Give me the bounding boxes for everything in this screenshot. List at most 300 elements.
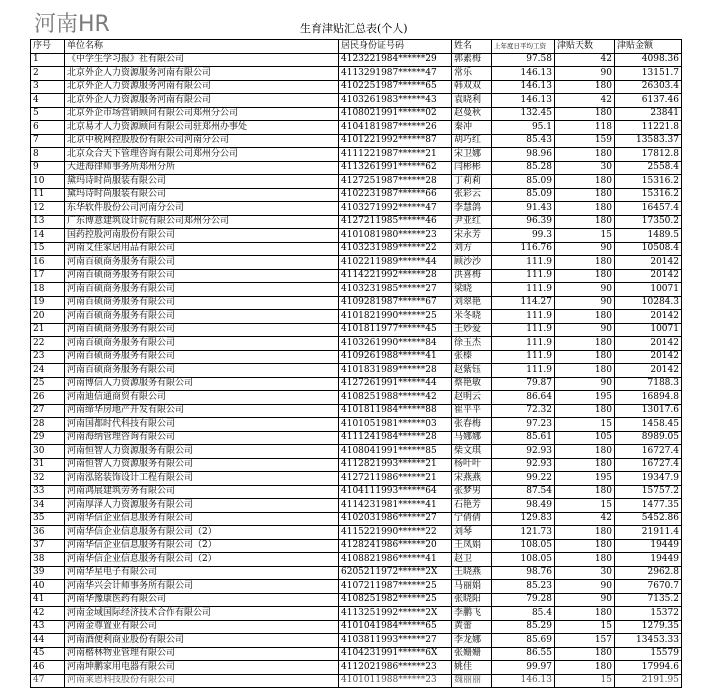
cell-company: 广东博意建筑设计院有限公司郑州分公司 <box>65 215 339 229</box>
cell-id-number: 4108041991******85 <box>339 445 452 459</box>
cell-days: 180 <box>555 364 615 378</box>
cell-name: 赵曼秋 <box>452 107 492 121</box>
table-row <box>31 242 682 256</box>
cell-daily-wage: 98.96 <box>492 148 555 162</box>
cell-days: 180 <box>555 458 615 472</box>
cell-amount: 8989.05 <box>615 431 682 445</box>
cell-amount: 20142 <box>615 364 682 378</box>
cell-seq: 16 <box>31 256 65 270</box>
table-row <box>31 512 682 526</box>
cell-days: 180 <box>555 553 615 567</box>
cell-days: 195 <box>555 391 615 405</box>
cell-days: 180 <box>555 526 615 540</box>
cell-name: 宋卫娜 <box>452 148 492 162</box>
cell-amount: 13583.37 <box>615 134 682 148</box>
cell-id-number: 4127251987******28 <box>339 175 452 189</box>
cell-company: 河南百硕商务服务有限公司 <box>65 350 339 364</box>
cell-name: 魏丽丽 <box>452 674 492 688</box>
cell-seq: 6 <box>31 121 65 135</box>
table-row <box>31 121 682 135</box>
cell-id-number: 4115221990******22 <box>339 526 452 540</box>
table-row <box>31 337 682 351</box>
cell-amount: 20142 <box>615 310 682 324</box>
cell-daily-wage: 95.1 <box>492 121 555 135</box>
cell-days: 180 <box>555 215 615 229</box>
cell-name: 胡巧红 <box>452 134 492 148</box>
cell-name: 梁晓 <box>452 283 492 297</box>
cell-amount: 1477.35 <box>615 499 682 513</box>
cell-name: 赵卫 <box>452 553 492 567</box>
cell-days: 15 <box>555 499 615 513</box>
cell-company: 河南华信企业信息服务有限公司（2） <box>65 539 339 553</box>
cell-amount: 17812.8 <box>615 148 682 162</box>
header-id-number: 居民身份证号码 <box>339 40 452 54</box>
cell-name: 米冬晓 <box>452 310 492 324</box>
cell-company: 河南百硕商务服务有限公司 <box>65 296 339 310</box>
cell-daily-wage: 111.9 <box>492 310 555 324</box>
cell-id-number: 4103271992******47 <box>339 202 452 216</box>
cell-company: 黛玛诗时尚服装有限公司 <box>65 188 339 202</box>
cell-seq: 41 <box>31 593 65 607</box>
cell-company: 河南金域国际经济技术合作有限公司 <box>65 607 339 621</box>
cell-name: 尹亚红 <box>452 215 492 229</box>
cell-days: 30 <box>555 161 615 175</box>
cell-company: 河南海纳管理咨询有限公司 <box>65 431 339 445</box>
cell-id-number: 6205211972******2X <box>339 566 452 580</box>
cell-amount: 2558.4 <box>615 161 682 175</box>
cell-company: 河南华信企业信息服务有限公司 <box>65 512 339 526</box>
cell-id-number: 4104231991******6X <box>339 647 452 661</box>
cell-company: 河南百硕商务服务有限公司 <box>65 310 339 324</box>
cell-daily-wage: 85.61 <box>492 431 555 445</box>
cell-name: 蔡艳敏 <box>452 377 492 391</box>
cell-days: 180 <box>555 269 615 283</box>
cell-name: 李鹏飞 <box>452 607 492 621</box>
cell-name: 顾沙沙 <box>452 256 492 270</box>
cell-id-number: 4101821990******25 <box>339 310 452 324</box>
cell-days: 180 <box>555 148 615 162</box>
cell-name: 张梦男 <box>452 485 492 499</box>
table-row <box>31 364 682 378</box>
cell-id-number: 4107211987******25 <box>339 580 452 594</box>
cell-seq: 2 <box>31 67 65 81</box>
cell-company: 北京外企市场营销顾问有限公司郑州分公司 <box>65 107 339 121</box>
table-row <box>31 175 682 189</box>
header-name: 姓名 <box>452 40 492 54</box>
allowance-table <box>30 39 682 688</box>
cell-amount: 6137.46 <box>615 94 682 108</box>
table-row <box>31 134 682 148</box>
cell-days: 180 <box>555 485 615 499</box>
cell-company: 河南百硕商务服务有限公司 <box>65 364 339 378</box>
cell-amount: 11221.8 <box>615 121 682 135</box>
cell-company: 北京众合天下管理咨询有限公司郑州分公司 <box>65 148 339 162</box>
cell-name: 石艳芳 <box>452 499 492 513</box>
cell-daily-wage: 111.9 <box>492 323 555 337</box>
cell-daily-wage: 79.87 <box>492 377 555 391</box>
cell-daily-wage: 99.97 <box>492 661 555 675</box>
table-row <box>31 229 682 243</box>
cell-seq: 7 <box>31 134 65 148</box>
cell-id-number: 4101811984******88 <box>339 404 452 418</box>
cell-seq: 17 <box>31 269 65 283</box>
cell-amount: 4098.36 <box>615 53 682 67</box>
cell-amount: 19449 <box>615 539 682 553</box>
table-row <box>31 431 682 445</box>
cell-amount: 15579 <box>615 647 682 661</box>
cell-company: 北京中税网控股股份有限公司河南分公司 <box>65 134 339 148</box>
cell-name: 马丽娟 <box>452 580 492 594</box>
cell-id-number: 4123221984******29 <box>339 53 452 67</box>
table-row <box>31 418 682 432</box>
cell-daily-wage: 121.73 <box>492 526 555 540</box>
cell-id-number: 4103261983******43 <box>339 94 452 108</box>
table-row <box>31 404 682 418</box>
table-row <box>31 323 682 337</box>
cell-company: 河南博信人力资源服务有限公司 <box>65 377 339 391</box>
cell-name: 李龙娜 <box>452 634 492 648</box>
cell-seq: 14 <box>31 229 65 243</box>
cell-seq: 37 <box>31 539 65 553</box>
cell-company: 河南莱恩科技股份有限公司 <box>65 674 339 688</box>
cell-seq: 35 <box>31 512 65 526</box>
cell-id-number: 4109281987******67 <box>339 296 452 310</box>
cell-days: 180 <box>555 647 615 661</box>
table-row <box>31 202 682 216</box>
table-row <box>31 296 682 310</box>
cell-name: 柴文琪 <box>452 445 492 459</box>
cell-daily-wage: 72.32 <box>492 404 555 418</box>
cell-days: 105 <box>555 431 615 445</box>
cell-days: 42 <box>555 94 615 108</box>
cell-days: 159 <box>555 134 615 148</box>
cell-company: 《中学生学习报》社有限公司 <box>65 53 339 67</box>
cell-id-number: 4103231985******27 <box>339 283 452 297</box>
cell-name: 闫彬彬 <box>452 161 492 175</box>
cell-amount: 26303.4 <box>615 80 682 94</box>
cell-seq: 36 <box>31 526 65 540</box>
table-row <box>31 94 682 108</box>
cell-company: 河南百硕商务服务有限公司 <box>65 323 339 337</box>
cell-seq: 33 <box>31 485 65 499</box>
cell-company: 国药控股河南股份有限公司 <box>65 229 339 243</box>
cell-seq: 18 <box>31 283 65 297</box>
cell-daily-wage: 111.9 <box>492 256 555 270</box>
cell-days: 90 <box>555 296 615 310</box>
cell-id-number: 4102211989******44 <box>339 256 452 270</box>
cell-daily-wage: 85.4 <box>492 607 555 621</box>
cell-company: 河南百硕商务服务有限公司 <box>65 256 339 270</box>
cell-seq: 47 <box>31 674 65 688</box>
cell-name: 张晓阳 <box>452 593 492 607</box>
cell-daily-wage: 85.69 <box>492 634 555 648</box>
table-row <box>31 53 682 67</box>
cell-days: 180 <box>555 175 615 189</box>
cell-days: 15 <box>555 418 615 432</box>
table-row <box>31 620 682 634</box>
cell-company: 河南缔华房地产开发有限公司 <box>65 404 339 418</box>
cell-seq: 22 <box>31 337 65 351</box>
cell-company: 北京易才人力资源顾问有限公司驻郑州办事处 <box>65 121 339 135</box>
cell-seq: 8 <box>31 148 65 162</box>
cell-days: 180 <box>555 310 615 324</box>
cell-daily-wage: 87.54 <box>492 485 555 499</box>
cell-name: 杨叶叶 <box>452 458 492 472</box>
cell-amount: 21911.4 <box>615 526 682 540</box>
cell-days: 157 <box>555 634 615 648</box>
cell-id-number: 4103231989******22 <box>339 242 452 256</box>
cell-company: 河南华信企业信息服务有限公司（2） <box>65 526 339 540</box>
cell-daily-wage: 146.13 <box>492 674 555 688</box>
cell-id-number: 4101051981******03 <box>339 418 452 432</box>
table-row <box>31 107 682 121</box>
cell-daily-wage: 111.9 <box>492 350 555 364</box>
cell-name: 张姗姗 <box>452 647 492 661</box>
cell-daily-wage: 85.29 <box>492 620 555 634</box>
cell-seq: 15 <box>31 242 65 256</box>
cell-seq: 23 <box>31 350 65 364</box>
table-row <box>31 553 682 567</box>
cell-seq: 12 <box>31 202 65 216</box>
table-body <box>31 53 682 688</box>
table-row <box>31 377 682 391</box>
cell-amount: 16727.4 <box>615 458 682 472</box>
cell-id-number: 4108251988******42 <box>339 391 452 405</box>
table-row <box>31 350 682 364</box>
table-row <box>31 161 682 175</box>
cell-seq: 26 <box>31 391 65 405</box>
cell-name: 黄蕾 <box>452 620 492 634</box>
cell-id-number: 4101831989******28 <box>339 364 452 378</box>
cell-name: 王晓燕 <box>452 566 492 580</box>
cell-company: 北京外企人力资源服务河南有限公司 <box>65 67 339 81</box>
cell-daily-wage: 97.23 <box>492 418 555 432</box>
cell-name: 王凤娟 <box>452 539 492 553</box>
cell-name: 秦冲 <box>452 121 492 135</box>
cell-daily-wage: 92.93 <box>492 445 555 459</box>
cell-amount: 19347.9 <box>615 472 682 486</box>
cell-daily-wage: 99.22 <box>492 472 555 486</box>
logo: 河南HR <box>34 12 110 37</box>
table-row <box>31 67 682 81</box>
cell-seq: 42 <box>31 607 65 621</box>
cell-company: 河南艾佳家居用品有限公司 <box>65 242 339 256</box>
cell-daily-wage: 85.28 <box>492 161 555 175</box>
cell-id-number: 4108821986******41 <box>339 553 452 567</box>
table-row <box>31 593 682 607</box>
cell-amount: 17994.6 <box>615 661 682 675</box>
cell-seq: 34 <box>31 499 65 513</box>
cell-company: 东华软件股份公司河南分公司 <box>65 202 339 216</box>
table-row <box>31 80 682 94</box>
cell-days: 180 <box>555 80 615 94</box>
cell-days: 42 <box>555 512 615 526</box>
cell-daily-wage: 85.23 <box>492 580 555 594</box>
cell-daily-wage: 108.05 <box>492 553 555 567</box>
cell-id-number: 4127261991******44 <box>339 377 452 391</box>
table-row <box>31 472 682 486</box>
table-row <box>31 485 682 499</box>
table-row <box>31 148 682 162</box>
cell-seq: 39 <box>31 566 65 580</box>
table-row <box>31 215 682 229</box>
cell-company: 河南华信企业信息服务有限公司（2） <box>65 553 339 567</box>
header-amount: 津贴金额 <box>615 40 682 54</box>
cell-seq: 31 <box>31 458 65 472</box>
cell-name: 韩双双 <box>452 80 492 94</box>
cell-days: 90 <box>555 242 615 256</box>
cell-daily-wage: 146.13 <box>492 94 555 108</box>
cell-name: 刘翠艳 <box>452 296 492 310</box>
cell-id-number: 4128241986******20 <box>339 539 452 553</box>
cell-amount: 10284.3 <box>615 296 682 310</box>
cell-name: 袁晓利 <box>452 94 492 108</box>
table-row <box>31 674 682 688</box>
cell-days: 30 <box>555 566 615 580</box>
cell-id-number: 4104181987******26 <box>339 121 452 135</box>
cell-seq: 5 <box>31 107 65 121</box>
cell-seq: 4 <box>31 94 65 108</box>
cell-id-number: 4113261991******62 <box>339 161 452 175</box>
cell-amount: 15372 <box>615 607 682 621</box>
table-row <box>31 269 682 283</box>
cell-seq: 32 <box>31 472 65 486</box>
cell-days: 90 <box>555 580 615 594</box>
cell-id-number: 4101221992******87 <box>339 134 452 148</box>
cell-days: 90 <box>555 283 615 297</box>
cell-name: 刘琴 <box>452 526 492 540</box>
cell-seq: 30 <box>31 445 65 459</box>
header-company: 单位名称 <box>65 40 339 54</box>
cell-amount: 7670.7 <box>615 580 682 594</box>
cell-id-number: 4114231981******41 <box>339 499 452 513</box>
cell-company: 河南鸿展建筑劳务有限公司 <box>65 485 339 499</box>
cell-daily-wage: 111.9 <box>492 283 555 297</box>
cell-id-number: 4113251992******2X <box>339 607 452 621</box>
cell-amount: 1279.35 <box>615 620 682 634</box>
cell-days: 118 <box>555 121 615 135</box>
cell-id-number: 4102031986******27 <box>339 512 452 526</box>
cell-amount: 13151.7 <box>615 67 682 81</box>
cell-name: 张榛 <box>452 350 492 364</box>
cell-daily-wage: 85.09 <box>492 175 555 189</box>
cell-id-number: 4112821993******21 <box>339 458 452 472</box>
cell-days: 180 <box>555 661 615 675</box>
cell-name: 王妙爱 <box>452 323 492 337</box>
cell-name: 宋燕燕 <box>452 472 492 486</box>
table-row <box>31 283 682 297</box>
cell-name: 张春梅 <box>452 418 492 432</box>
cell-days: 15 <box>555 620 615 634</box>
cell-amount: 20142 <box>615 269 682 283</box>
cell-days: 15 <box>555 229 615 243</box>
cell-amount: 20142 <box>615 350 682 364</box>
cell-company: 河南华豫康医药有限公司 <box>65 593 339 607</box>
cell-daily-wage: 111.9 <box>492 269 555 283</box>
cell-company: 河南恒智人力资源服务有限公司 <box>65 458 339 472</box>
cell-amount: 10071 <box>615 323 682 337</box>
header-seq: 序号 <box>31 40 65 54</box>
cell-amount: 13017.6 <box>615 404 682 418</box>
cell-days: 90 <box>555 377 615 391</box>
cell-seq: 21 <box>31 323 65 337</box>
cell-days: 180 <box>555 607 615 621</box>
cell-daily-wage: 86.55 <box>492 647 555 661</box>
cell-id-number: 4103261990******84 <box>339 337 452 351</box>
cell-id-number: 4113291987******47 <box>339 67 452 81</box>
cell-daily-wage: 97.58 <box>492 53 555 67</box>
cell-daily-wage: 99.3 <box>492 229 555 243</box>
table-row <box>31 188 682 202</box>
cell-company: 河南百硕商务服务有限公司 <box>65 337 339 351</box>
cell-seq: 40 <box>31 580 65 594</box>
cell-daily-wage: 111.9 <box>492 364 555 378</box>
cell-daily-wage: 111.9 <box>492 337 555 351</box>
cell-name: 丁莉莉 <box>452 175 492 189</box>
cell-seq: 19 <box>31 296 65 310</box>
table-row <box>31 499 682 513</box>
cell-name: 马娜娜 <box>452 431 492 445</box>
table-row <box>31 539 682 553</box>
cell-daily-wage: 108.05 <box>492 539 555 553</box>
cell-daily-wage: 132.45 <box>492 107 555 121</box>
cell-days: 90 <box>555 67 615 81</box>
cell-daily-wage: 91.43 <box>492 202 555 216</box>
cell-seq: 29 <box>31 431 65 445</box>
cell-daily-wage: 98.49 <box>492 499 555 513</box>
cell-seq: 27 <box>31 404 65 418</box>
cell-days: 90 <box>555 593 615 607</box>
cell-name: 徐玉杰 <box>452 337 492 351</box>
cell-days: 180 <box>555 350 615 364</box>
cell-id-number: 4127211986******21 <box>339 472 452 486</box>
cell-amount: 15316.2 <box>615 188 682 202</box>
cell-seq: 10 <box>31 175 65 189</box>
table-row <box>31 580 682 594</box>
cell-seq: 38 <box>31 553 65 567</box>
cell-company: 河南泓铭装饰设计工程有限公司 <box>65 472 339 486</box>
cell-id-number: 4111221987******21 <box>339 148 452 162</box>
cell-days: 180 <box>555 202 615 216</box>
cell-id-number: 4101041984******65 <box>339 620 452 634</box>
cell-days: 90 <box>555 323 615 337</box>
cell-amount: 10071 <box>615 283 682 297</box>
cell-name: 崔平平 <box>452 404 492 418</box>
cell-daily-wage: 85.09 <box>492 188 555 202</box>
table-row <box>31 256 682 270</box>
table-row <box>31 526 682 540</box>
header-daily-wage: 上年度日平均工资 <box>492 40 555 54</box>
cell-name: 刘方 <box>452 242 492 256</box>
cell-seq: 45 <box>31 647 65 661</box>
cell-amount: 2962.8 <box>615 566 682 580</box>
cell-name: 赵明云 <box>452 391 492 405</box>
cell-amount: 7135.2 <box>615 593 682 607</box>
cell-amount: 1489.5 <box>615 229 682 243</box>
cell-company: 河南楷林物业管理有限公司 <box>65 647 339 661</box>
cell-seq: 20 <box>31 310 65 324</box>
cell-company: 北京外企人力资源服务河南有限公司 <box>65 80 339 94</box>
cell-amount: 15316.2 <box>615 175 682 189</box>
cell-company: 河南坤鹏家用电器有限公司 <box>65 661 339 675</box>
cell-days: 180 <box>555 337 615 351</box>
cell-amount: 1458.45 <box>615 418 682 432</box>
cell-daily-wage: 86.64 <box>492 391 555 405</box>
cell-amount: 16457.4 <box>615 202 682 216</box>
cell-amount: 10508.4 <box>615 242 682 256</box>
cell-daily-wage: 146.13 <box>492 67 555 81</box>
cell-id-number: 4101081980******23 <box>339 229 452 243</box>
